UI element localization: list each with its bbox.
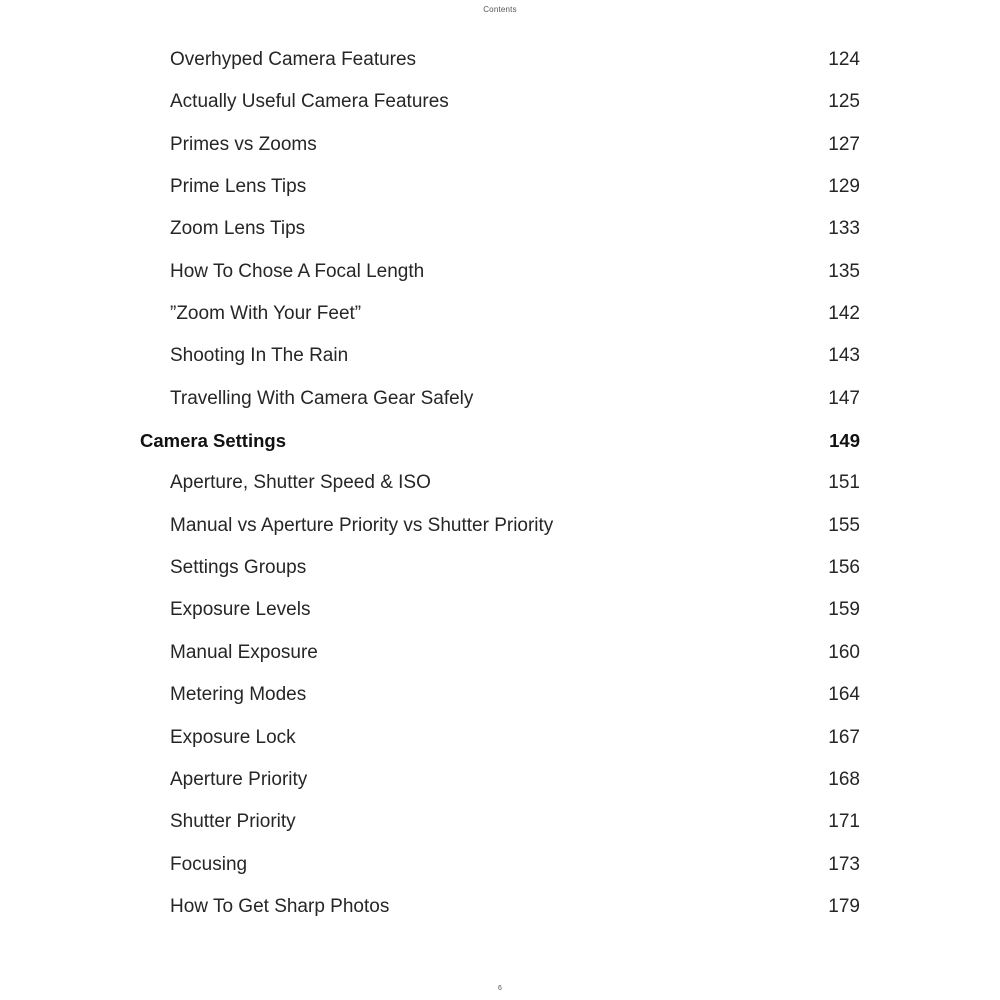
toc-entry-title: Settings Groups <box>170 557 307 579</box>
toc-entry-page-number: 143 <box>828 345 860 367</box>
toc-entry[interactable] <box>0 124 1000 166</box>
toc-entry-title: Metering Modes <box>170 684 307 706</box>
toc-entry-title: Travelling With Camera Gear Safely <box>170 387 474 409</box>
toc-entry[interactable] <box>0 251 1000 293</box>
toc-entry[interactable] <box>0 81 1000 123</box>
toc-entry-title: Exposure Lock <box>170 726 296 748</box>
toc-entry[interactable] <box>0 166 1000 208</box>
toc-entry[interactable] <box>0 801 1000 843</box>
running-header: Contents <box>483 5 517 14</box>
toc-entry-page-number: 156 <box>828 557 860 579</box>
toc-entry-page-number: 173 <box>828 853 860 875</box>
toc-entry-page-number: 129 <box>828 176 860 198</box>
toc-entry-page-number: 127 <box>828 133 860 155</box>
toc-entry-page-number: 171 <box>828 811 860 833</box>
toc-entry[interactable] <box>0 208 1000 250</box>
toc-entry-page-number: 159 <box>828 599 860 621</box>
toc-entry[interactable] <box>0 462 1000 504</box>
toc-entry-title: ”Zoom With Your Feet” <box>170 303 362 325</box>
toc-entry[interactable] <box>0 335 1000 377</box>
toc-entry[interactable] <box>0 844 1000 886</box>
toc-entry[interactable] <box>0 886 1000 928</box>
toc-section-heading[interactable] <box>0 420 1000 462</box>
page-number: 6 <box>498 985 502 992</box>
toc-entry-page-number: 168 <box>828 768 860 790</box>
toc-entry-title: Focusing <box>170 853 248 875</box>
toc-entry-title: How To Chose A Focal Length <box>170 260 425 282</box>
toc-entry-title: Shutter Priority <box>170 811 296 833</box>
toc-entry[interactable] <box>0 759 1000 801</box>
toc-entry[interactable] <box>0 293 1000 335</box>
toc-entry-page-number: 179 <box>828 895 860 917</box>
toc-entry[interactable] <box>0 674 1000 716</box>
toc-entry[interactable] <box>0 632 1000 674</box>
toc-entry[interactable] <box>0 547 1000 589</box>
toc-entry-title: Shooting In The Rain <box>170 345 349 367</box>
toc-entry[interactable] <box>0 378 1000 420</box>
toc-entry-page-number: 133 <box>828 218 860 240</box>
toc-entry-title: Primes vs Zooms <box>170 133 317 155</box>
toc-entry-title: Prime Lens Tips <box>170 176 307 198</box>
toc-entry-page-number: 124 <box>828 49 860 70</box>
toc-entry-page-number: 142 <box>828 303 860 325</box>
toc-entry-page-number: 155 <box>828 514 860 536</box>
toc-entry-title: Exposure Levels <box>170 599 311 621</box>
toc-entry[interactable] <box>0 505 1000 547</box>
toc-entry-title: Manual Exposure <box>170 641 318 663</box>
toc-entry-title: How To Get Sharp Photos <box>170 895 390 917</box>
toc-entry-page-number: 135 <box>828 260 860 282</box>
table-of-contents <box>0 39 1000 928</box>
toc-entry-title: Camera Settings <box>140 430 286 452</box>
toc-entry-title: Aperture Priority <box>170 768 308 790</box>
toc-entry-page-number: 167 <box>828 726 860 748</box>
toc-entry-title: Aperture, Shutter Speed & ISO <box>170 472 431 494</box>
toc-entry-title: Actually Useful Camera Features <box>170 91 449 113</box>
toc-entry-page-number: 160 <box>828 641 860 663</box>
toc-entry-page-number: 151 <box>828 472 860 494</box>
toc-entry-page-number: 125 <box>828 91 860 113</box>
toc-entry[interactable] <box>0 717 1000 759</box>
toc-entry[interactable] <box>0 589 1000 631</box>
toc-entry-title: Overhyped Camera Features <box>170 49 417 70</box>
toc-entry[interactable] <box>0 39 1000 81</box>
toc-entry-page-number: 147 <box>828 387 860 409</box>
toc-entry-title: Manual vs Aperture Priority vs Shutter Priority <box>170 514 554 536</box>
toc-entry-page-number: 149 <box>829 430 860 452</box>
toc-entry-page-number: 164 <box>828 684 860 706</box>
toc-entry-title: Zoom Lens Tips <box>170 218 306 240</box>
